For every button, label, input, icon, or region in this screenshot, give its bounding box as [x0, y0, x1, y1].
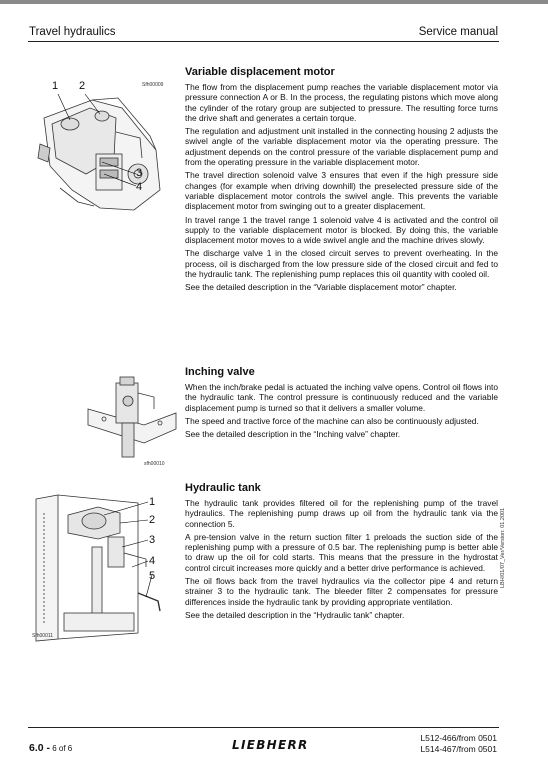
callout-label: 5 — [149, 570, 156, 582]
paragraph: The regulation and adjustment unit installed in the connecting housing 2 adjusts the swivel angle of the variable displacement motor via the operating pressure. The adjustment depends on the control pressure of the variable displacement pump and from the operating pressure in the variable displacement motor. — [185, 126, 498, 168]
paragraph: The speed and tractive force of the machine can also be continuously adjusted. — [185, 415, 479, 426]
figure-inching-valve — [84, 373, 179, 465]
callout-label: 1 — [149, 496, 156, 508]
figure-variable-displacement-motor — [30, 78, 180, 228]
hydraulic-tank-illustration — [28, 493, 183, 645]
liebherr-logo: LIEBHERR — [232, 738, 309, 752]
header-divider — [28, 41, 499, 42]
paragraph: The discharge valve 1 in the closed circuit serves to prevent overheating. In the process, oil is discharged from the low pressure side of the closed circuit and fed to the hydraulic tank. The replenishing pump replaces this oil quantity with cooled oil. — [185, 248, 498, 280]
paragraph: A pre-tension valve in the return suction filter 1 preloads the suction side of the replenishing pump with a pressure of 0.5 bar. The replenishing pump is better able to draw up the oil for cold starts. This means that the pressure in the hydrostat control circuit increases more quickly and a better drive performance is achieved. — [185, 531, 498, 573]
header-section-title: Travel hydraulics — [29, 26, 116, 38]
paragraph: The oil flows back from the travel hydraulics via the collector pipe 4 and return strainer 3 to the hydraulic tank. The bleeder filter 2 compensates for pressure differences inside the hydraulic tank by providing appropriate ventilation. — [185, 576, 498, 607]
paragraph: See the detailed description in the “Inching valve” chapter. — [185, 429, 401, 440]
paragraph: The hydraulic tank provides filtered oil for the replenishing pump of the travel hydraulics. The replenishing pump draws up oil from the hydraulic tank via the connection 5. — [185, 498, 498, 529]
figure-code: Sfh00009 — [142, 82, 164, 88]
figure-code: Sfh00011 — [32, 633, 54, 639]
section-title: Variable displacement motor — [185, 66, 335, 78]
callout-label: 1 — [52, 80, 59, 92]
paragraph: The travel direction solenoid valve 3 ensures that even if the high pressure side changes (for example when driving downhill) the preselected pressure side of the variable displacement motor controls the swivel angle. This prevents the variable displacement motor from swinging out to a greater displacement. — [185, 170, 498, 212]
callout-label: 4 — [136, 181, 143, 193]
section-inching-valve — [185, 366, 498, 442]
section-title: Hydraulic tank — [185, 482, 261, 494]
callout-label: 2 — [79, 80, 86, 92]
callout-label: 4 — [149, 555, 156, 567]
motor-illustration — [30, 78, 180, 228]
paragraph: In travel range 1 the travel range 1 solenoid valve 4 is activated and the control oil supply to the variable displacement motor is blocked. By doing this, the variable displacement motor moves to a wide swivel angle and the machine drives slowly. — [185, 214, 498, 246]
footer-divider — [28, 727, 499, 728]
header-manual-title: Service manual — [418, 26, 498, 38]
callout-label: 2 — [149, 514, 156, 526]
model-line: L512-466/from 0501 — [420, 733, 497, 743]
figure-hydraulic-tank — [28, 493, 183, 645]
paragraph: When the inch/brake pedal is actuated the inching valve opens. Control oil flows into the hydraulic tank. The control pressure is continuously reduced and the variable displacement pump is turned so that it delivers a smaller volume. — [185, 382, 498, 413]
callout-label: 3 — [136, 167, 143, 179]
paragraph: See the detailed description in the “Hydraulic tank” chapter. — [185, 609, 405, 620]
callout-label: 3 — [149, 534, 156, 546]
section-hydraulic-tank — [185, 482, 498, 623]
section-variable-displacement-motor — [185, 66, 498, 296]
paragraph: The flow from the displacement pump reaches the variable displacement motor via pressure connection A or B. In the process, the regulating pistons which move along the cylinder of the rotary group are subjected to pressure. The resulting force turns the drive shaft and generates a certain torque. — [185, 82, 498, 123]
paragraph: See the detailed description in the “Variable displacement motor” chapter. — [185, 282, 457, 293]
page-number — [29, 742, 72, 754]
model-line: L514-467/from 0501 — [420, 744, 497, 754]
top-bar — [0, 0, 548, 4]
model-info — [420, 733, 497, 755]
document-version-code: LBH/01/07_Ver/Version: 01.2001 — [500, 507, 506, 588]
section-title: Inching valve — [185, 366, 255, 378]
page-number-sub: 6 of 6 — [50, 744, 73, 753]
figure-code: sfh00010 — [144, 461, 165, 467]
page-number-main: 6.0 - — [29, 742, 51, 754]
inching-valve-illustration — [84, 373, 179, 465]
